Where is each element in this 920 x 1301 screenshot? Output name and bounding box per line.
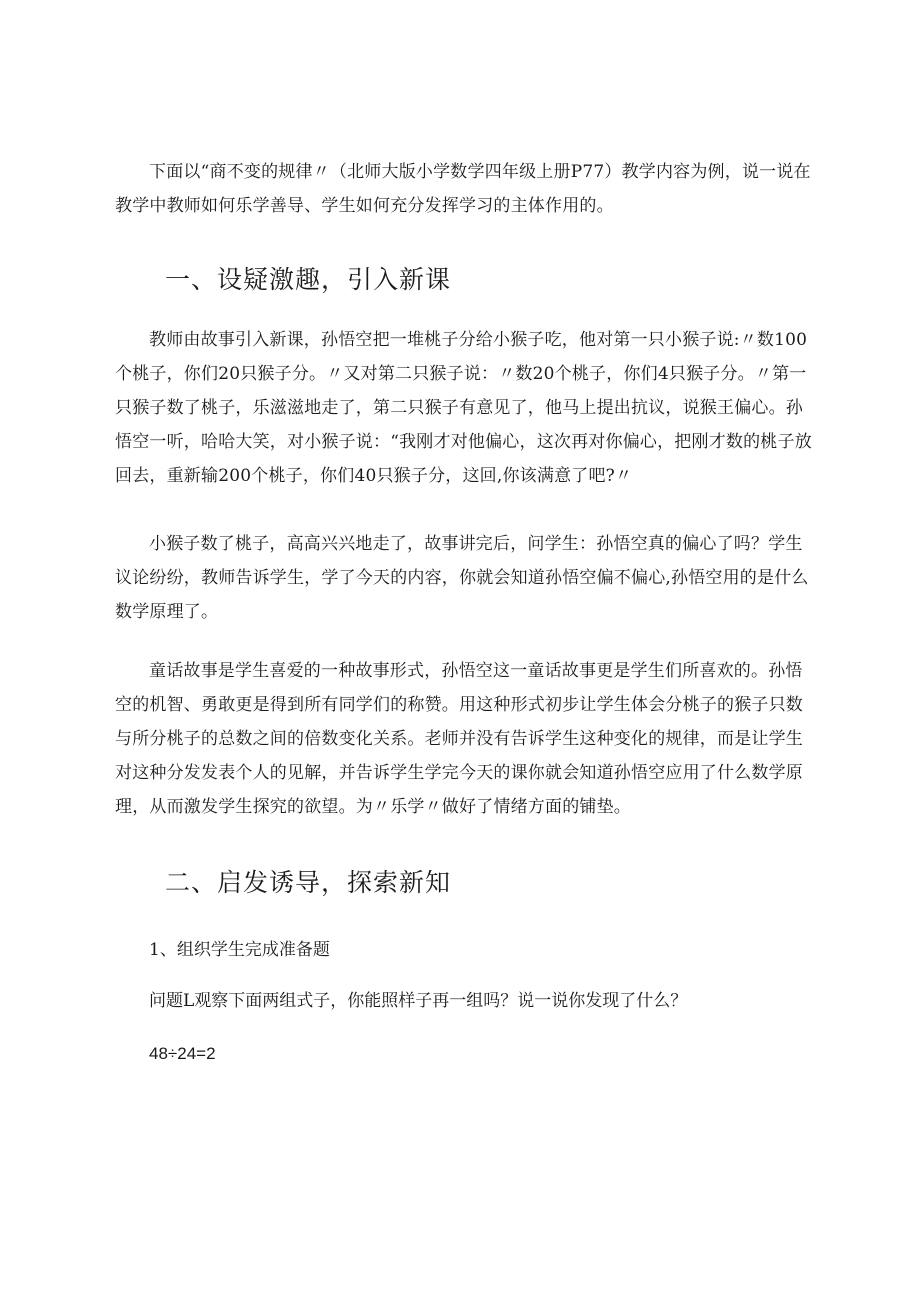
- section-1-paragraph-3: 童话故事是学生喜爱的一种故事形式，孙悟空这一童话故事更是学生们所喜欢的。孙悟空的机智、勇敢更是得到所有同学们的称赞。用这种形式初步让学生体会分桃子的猴子只数与所分桃子的总数之间的倍数变化关系。老师并没有告诉学生这种变化的规律，而是让学生对这种分发发表个人的见解，并告诉学生学完今天的课你就会知道孙悟空应用了什么数学原理，从而激发学生探究的欲望。为〃乐学〃做好了情绪方面的铺垫。: [115, 661, 803, 817]
- formula-line: 48÷24=2: [149, 1044, 216, 1063]
- section-1-heading: 一、设疑激趣，引入新课: [165, 265, 452, 294]
- section-1-paragraph-2: 小猴子数了桃子，高高兴兴地走了，故事讲完后，问学生：孙悟空真的偏心了吗？学生议论纷纷，教师告诉学生，学了今天的内容，你就会知道孙悟空偏不偏心,孙悟空用的是什么数学原理了。: [115, 534, 809, 622]
- intro-paragraph: 下面以“商不变的规律〃（北师大版小学数学四年级上册P77）教学内容为例，说一说在教学中教师如何乐学善导、学生如何充分发挥学习的主体作用的。: [115, 162, 811, 216]
- section-1-paragraph-1: 教师由故事引入新课，孙悟空把一堆桃子分给小猴子吃，他对第一只小猴子说:〃数100个桃子，你们20只猴子分。〃又对第二只猴子说：〃数20个桃子，你们4只猴子分。〃第一只猴子数了桃子，乐滋滋地走了，第二只猴子有意见了，他马上提出抗议，说猴王偏心。孙悟空一听，哈哈大笑，对小猴子说：“我刚才对他偏心，这次再对你偏心，把刚才数的桃子放回去，重新输200个桃子，你们40只猴子分，这回,你该满意了吧?〃: [115, 330, 812, 486]
- section-2-heading: 二、启发诱导，探索新知: [165, 868, 452, 897]
- subsection-1-title: 1、组织学生完成准备题: [149, 940, 330, 960]
- question-1-text: 问题L观察下面两组式子，你能照样子再一组吗？说一说你发现了什么？: [149, 991, 688, 1011]
